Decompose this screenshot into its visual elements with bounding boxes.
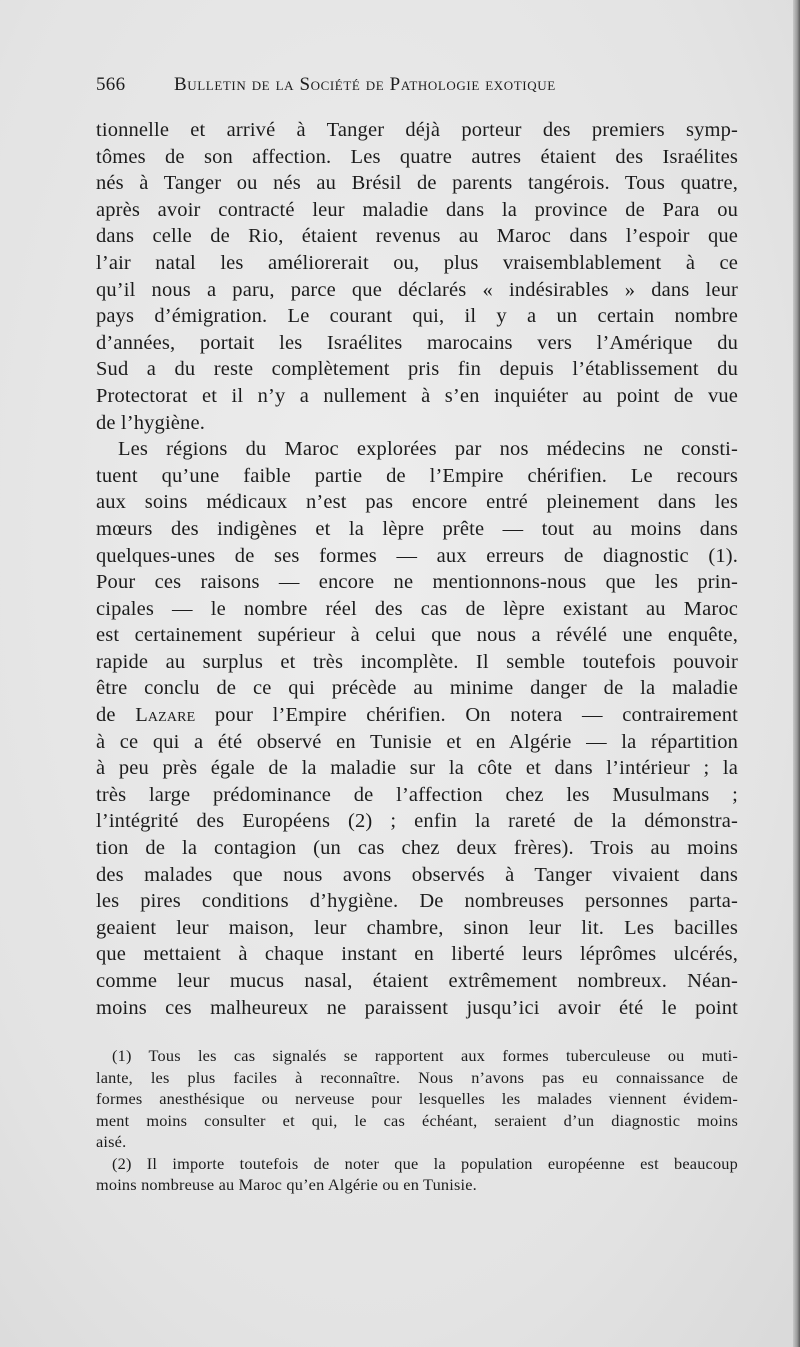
body-line: d’années, portait les Israélites marocains vers l’Amérique du [96,331,738,354]
footnote-2-line: (2) Il importe toutefois de noter que la population européenne est beaucoup [112,1153,738,1173]
footnote-1-line: formes anesthésique ou nerveuse pour lesquelles les malades viennent évidem- [96,1089,738,1108]
body-line: tionnelle et arrivé à Tanger déjà porteur des premiers symp- [96,119,738,141]
lazare-suffix: pour l’Empire chérifien. On notera — contrairement [195,704,738,727]
journal-title: Bulletin de la Société de Pathologie exotique [174,74,556,95]
body-line: quelques-unes de ses formes — aux erreurs de diagnostic (1). [96,544,738,567]
body-line: être conclu de ce qui précède au minime danger de la maladie [96,677,738,700]
body-line: que mettaient à chaque instant en liberté leurs léprômes ulcérés, [96,943,738,966]
body-text [96,117,738,1021]
page-number: 566 [96,74,126,95]
body-line: tômes de son affection. Les quatre autres étaient des Israélites [96,145,738,168]
footnotes [96,1045,738,1196]
body-line: cipales — le nombre réel des cas de lèpre existant au Maroc [96,597,738,620]
body-line: geaient leur maison, leur chambre, sinon leur lit. Les bacilles [96,916,738,939]
body-line: après avoir contracté leur maladie dans la province de Para ou [96,198,738,221]
footnote-1-line: ment moins consulter et qui, le cas échéant, seraient d’un diagnostic moins [96,1110,738,1130]
body-line: aux soins médicaux n’est pas encore entré pleinement dans les [96,491,738,514]
book-spine-shadow [793,0,800,1347]
body-line: nés à Tanger ou nés au Brésil de parents tangérois. Tous quatre, [96,172,738,195]
lazare-prefix: de [96,704,136,727]
footnote-1-line: lante, les plus faciles à reconnaître. Nous n’avons pas eu connaissance de [96,1067,738,1087]
body-line: comme leur mucus nasal, étaient extrêmement nombreux. Néan- [96,970,738,992]
body-line: tion de la contagion (un cas chez deux frères). Trois au moins [96,837,738,860]
body-line: qu’il nous a paru, parce que déclarés « indésirables » dans leur [96,278,738,301]
footnote-1-line: (1) Tous les cas signalés se rapportent aux formes tuberculeuse ou muti- [112,1046,738,1065]
body-line: dans celle de Rio, étaient revenus au Maroc dans l’espoir que [96,225,738,248]
body-line: mœurs des indigènes et la lèpre prête — tout au moins dans [96,517,738,540]
body-line: l’intégrité des Européens (2) ; enfin la rareté de la démonstra- [96,810,738,833]
body-line: de l’hygiène. [96,411,205,434]
body-line: à ce qui a été observé en Tunisie et en Algérie — la répartition [96,730,738,753]
author-name-lazare: Lazare [135,704,196,727]
body-line: Sud a du reste complètement pris fin depuis l’établissement du [96,358,738,381]
body-line: l’air natal les améliorerait ou, plus vraisemblablement à ce [96,251,738,274]
body-line: moins ces malheureux ne paraissent jusqu’ici avoir été le point [96,996,738,1019]
body-line: Pour ces raisons — encore ne mentionnons-nous que les prin- [96,571,738,594]
body-line: rapide au surplus et très incomplète. Il semble toutefois pouvoir [96,650,738,673]
footnote-2-line: moins nombreuse au Maroc qu’en Algérie ou en Tunisie. [96,1175,477,1194]
body-line: très large prédominance de l’affection chez les Musulmans ; [96,783,738,806]
footnote-1-line: aisé. [96,1132,127,1151]
body-line: à peu près égale de la maladie sur la côte et dans l’intérieur ; la [96,757,738,780]
body-line: Protectorat et il n’y a nullement à s’en inquiéter au point de vue [96,384,738,407]
body-line: est certainement supérieur à celui que nous a révélé une enquête, [96,624,738,647]
body-line: des malades que nous avons observés à Tanger vivaient dans [96,863,738,886]
body-line: tuent qu’une faible partie de l’Empire chérifien. Le recours [96,464,738,487]
body-line: Les régions du Maroc explorées par nos médecins ne consti- [118,438,738,461]
body-line: les pires conditions d’hygiène. De nombreuses personnes parta- [96,890,738,913]
body-line: pays d’émigration. Le courant qui, il y a un certain nombre [96,305,738,328]
running-head [96,72,696,102]
body-line-lazare [96,702,738,729]
